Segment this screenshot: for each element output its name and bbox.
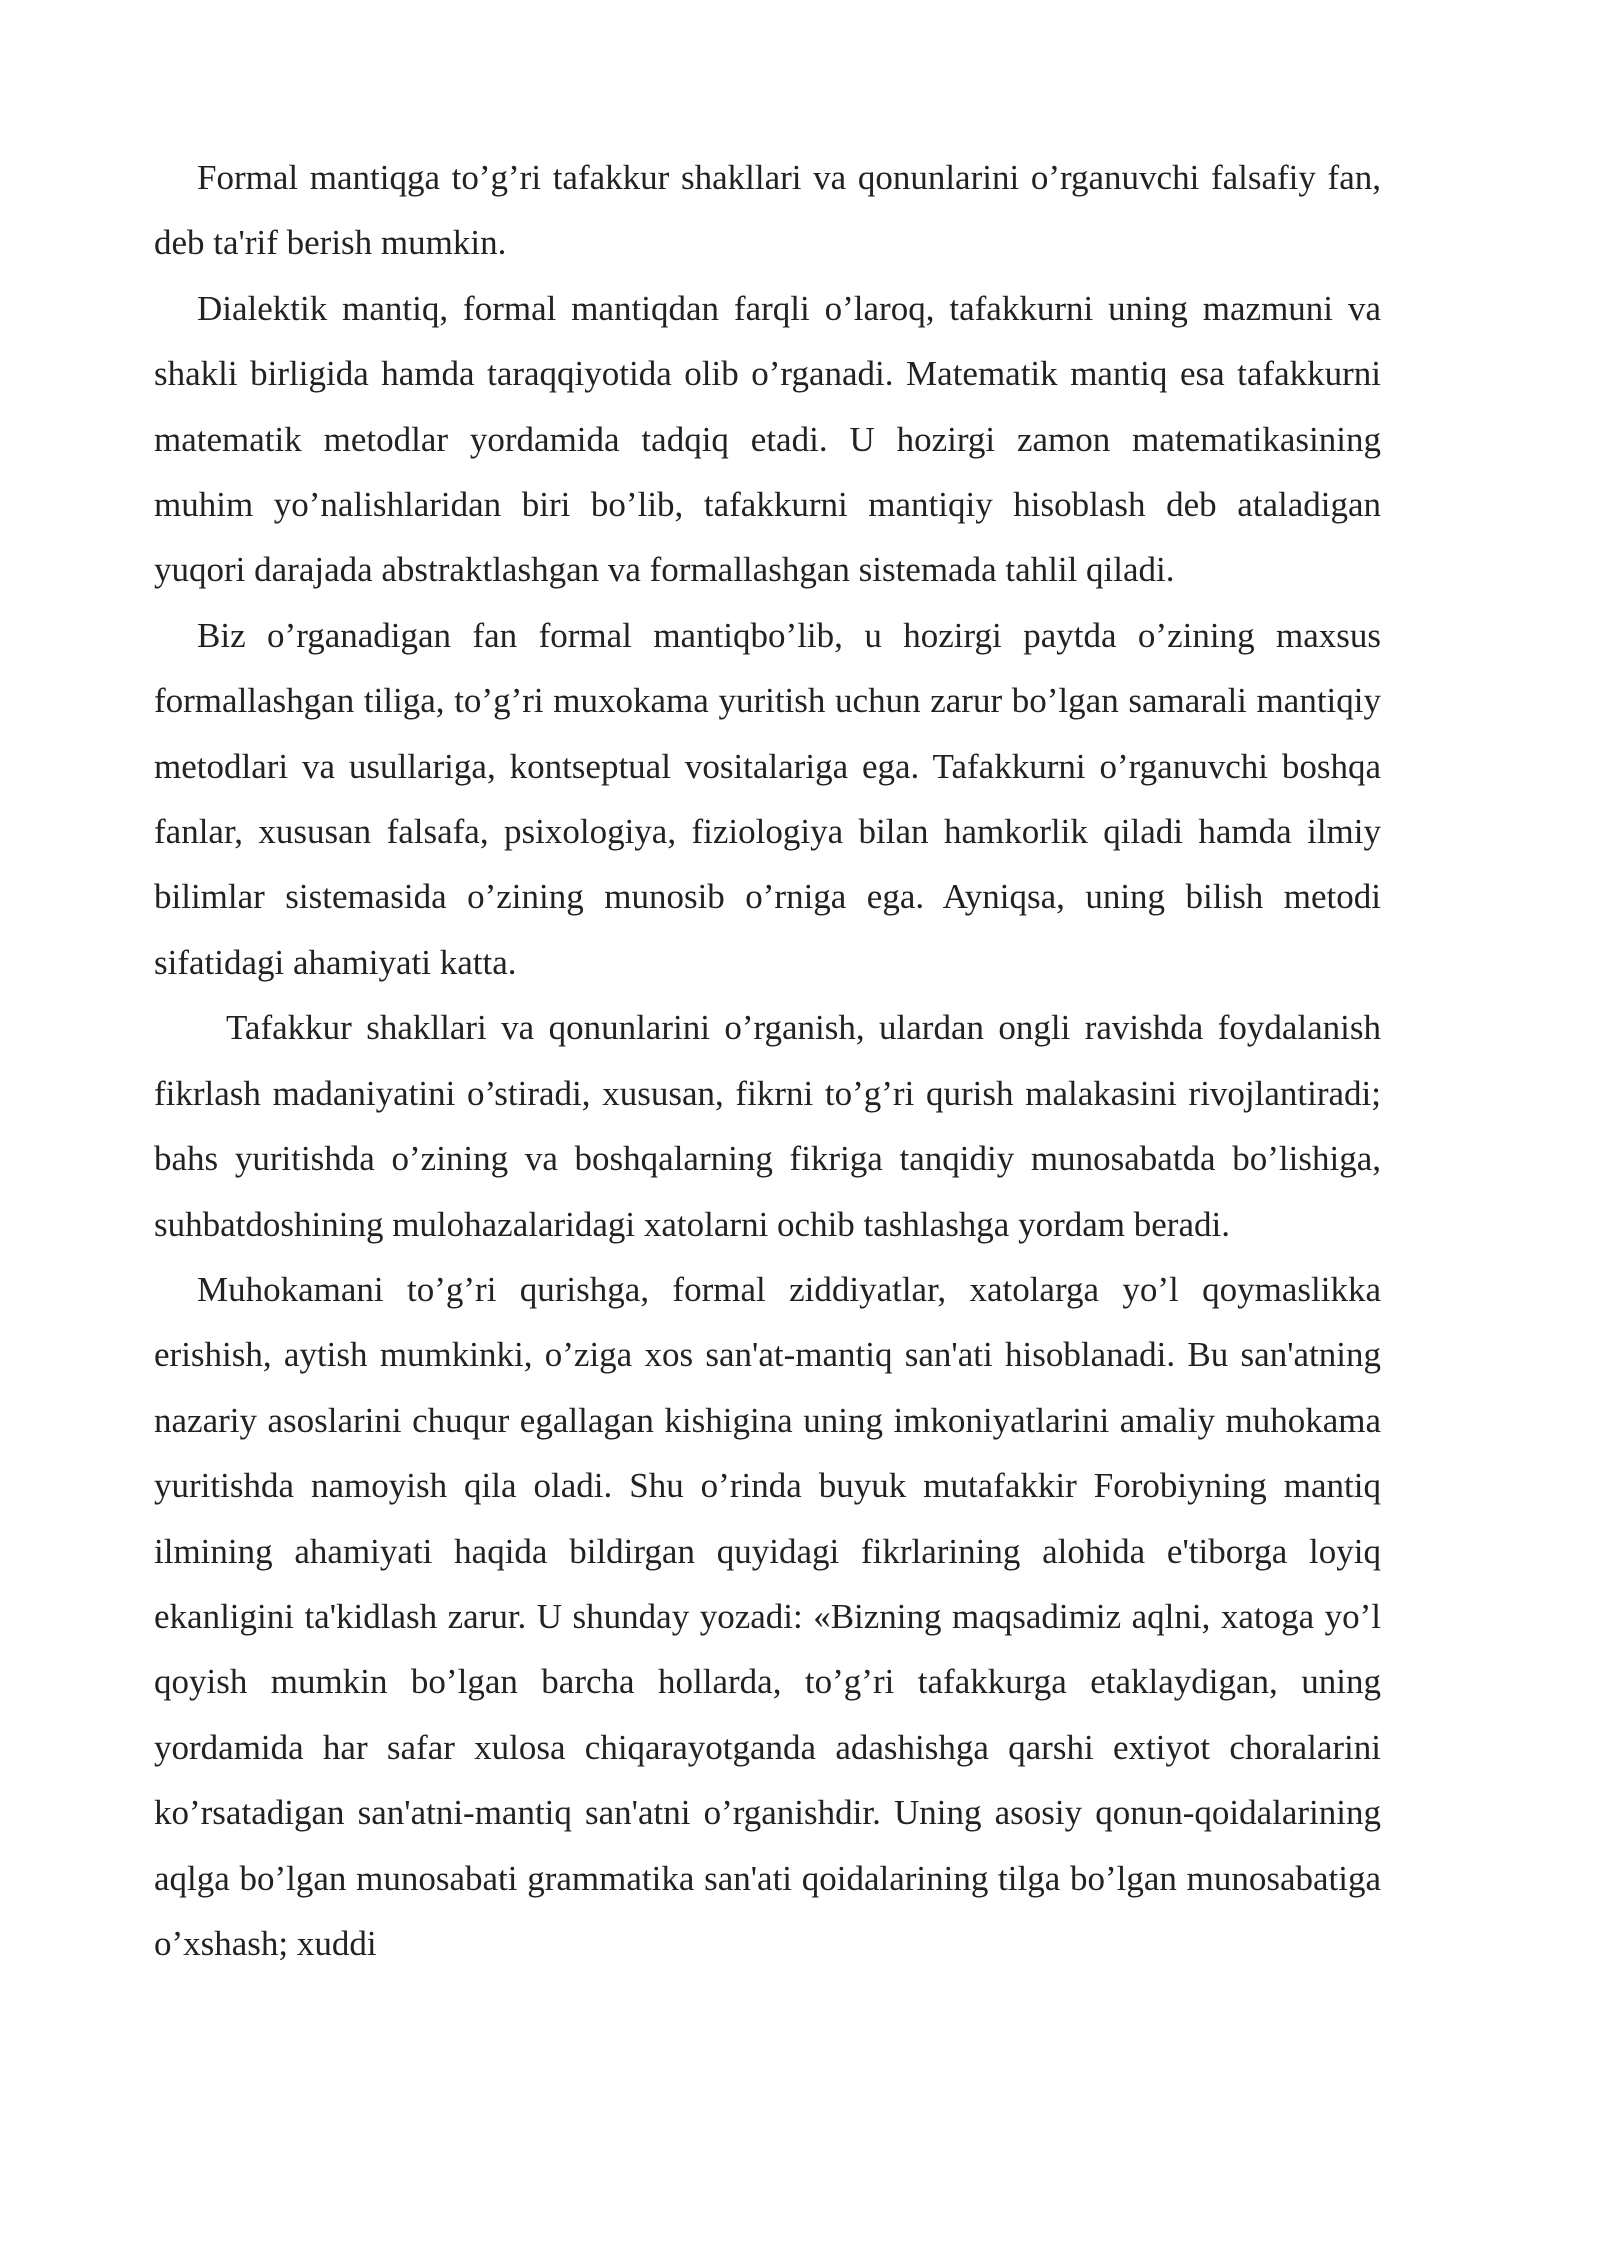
paragraph-thinking-forms-study: Tafakkur shakllari va qonunlarini o’rganish, ulardan ongli ravishda foydalanish fikrlash madaniyatini o’stiradi, xususan, fikrni to’g’ri qurish malakasini rivojlantiradi; bahs yuritishda o’zining va boshqalarning fikriga tanqidiy munosabatda bo’lishiga, suhbatdoshining mulohazalaridagi xatolarni ochib tashlashga yordam beradi.	[154, 1008, 1381, 1244]
paragraph-dialectic-and-mathematical-logic: Dialektik mantiq, formal mantiqdan farqli o’laroq, tafakkurni uning mazmuni va shakli birligida hamda taraqqiyotida olib o’rganadi. Matematik mantiq esa tafakkurni matematik metodlar yordamida tadqiq etadi. U hozirgi zamon matematikasining muhim yo’nalishlaridan biri bo’lib, tafakkurni mantiqiy hisoblash deb ataladigan yuqori darajada abstraktlashgan va formallashgan sistemada tahlil qiladi.	[154, 288, 1381, 590]
paragraph-formal-logic-definition: Formal mantiqga to’g’ri tafakkur shakllari va qonunlarini o’rganuvchi falsafiy fan, deb ta'rif berish mumkin.	[154, 158, 1381, 263]
document-body	[154, 145, 1381, 1976]
paragraph-farabi-quote: Muhokamani to’g’ri qurishga, formal ziddiyatlar, xatolarga yo’l qoymaslikka erishish, aytish mumkinki, o’ziga xos san'at-mantiq san'ati hisoblanadi. Bu san'atning nazariy asoslarini chuqur egallagan kishigina uning imkoniyatlarini amaliy muhokama yuritishda namoyish qila oladi. Shu o’rinda buyuk mutafakkir Forobiyning mantiq ilmining ahamiyati haqida bildirgan quyidagi fikrlarining alohida e'tiborga loyiq ekanligini ta'kidlash zarur. U shunday yozadi: «Bizning maqsadimiz aqlni, xatoga yo’l qoyish mumkin bo’lgan barcha hollarda, to’g’ri tafakkurga etaklaydigan, uning yordamida har safar xulosa chiqarayotganda adashishga qarshi extiyot choralarini ko’rsatadigan san'atni-mantiq san'atni o’rganishdir. Uning asosiy qonun-qoidalarining aqlga bo’lgan munosabati grammatika san'ati qoidalarining tilga bo’lgan munosabatiga o’xshash; xuddi	[154, 1269, 1381, 1963]
paragraph-formal-logic-subject: Biz o’rganadigan fan formal mantiqbo’lib, u hozirgi paytda o’zining maxsus formallashgan tiliga, to’g’ri muxokama yuritish uchun zarur bo’lgan samarali mantiqiy metodlari va usullariga, kontseptual vositalariga ega. Tafakkurni o’rganuvchi boshqa fanlar, xususan falsafa, psixologiya, fiziologiya bilan hamkorlik qiladi hamda ilmiy bilimlar sistemasida o’zining munosib o’rniga ega. Ayniqsa, uning bilish metodi sifatidagi ahamiyati katta.	[154, 615, 1381, 982]
